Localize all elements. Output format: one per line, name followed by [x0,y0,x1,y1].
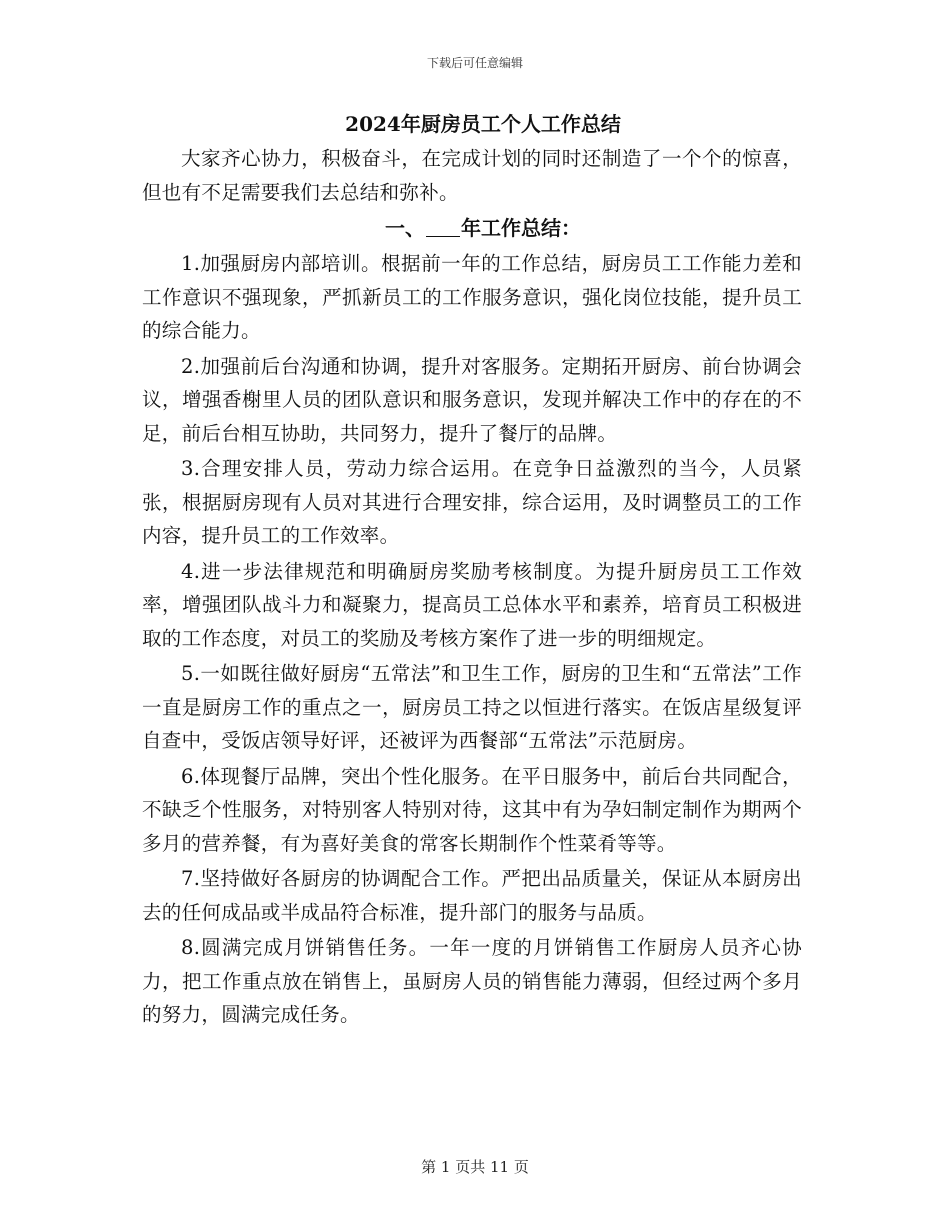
paragraph-6: 6.体现餐厅品牌，突出个性化服务。在平日服务中，前后台共同配合，不缺乏个性服务，对特别客人特别对待，这其中有为孕妇制定制作为期两个多月的营养餐，有为喜好美食的常客长期制作个性菜肴等等。 [142,764,802,855]
page-footer: 第 1 页共 11 页 [421,1158,529,1176]
paragraph-8: 8.圆满完成月饼销售任务。一年一度的月饼销售工作厨房人员齐心协力，把工作重点放在销售上，虽厨房人员的销售能力薄弱，但经过两个多月的努力，圆满完成任务。 [142,936,802,1026]
header-note: 下载后可任意编辑 [426,56,523,70]
paragraph-7: 7.坚持做好各厨房的协调配合工作。严把出品质量关，保证从本厨房出去的任何成品或半成品符合标准，提升部门的服务与品质。 [142,867,802,924]
section-heading-prefix: 一、 [385,216,425,240]
paragraph-1: 1.加强厨房内部培训。根据前一年的工作总结，厨房员工工作能力差和工作意识不强现象，严抓新员工的工作服务意识，强化岗位技能，提升员工的综合能力。 [142,252,802,342]
paragraph-5: 5.一如既往做好厨房“五常法”和卫生工作，厨房的卫生和“五常法”工作一直是厨房工作的重点之一，厨房员工持之以恒进行落实。在饭店星级复评自查中，受饭店领导好评，还被评为西餐部“五常法”示范厨房。 [142,662,802,752]
paragraph-3: 3.合理安排人员，劳动力综合运用。在竞争日益激烈的当今，人员紧张，根据厨房现有人员对其进行合理安排，综合运用，及时调整员工的工作内容，提升员工的工作效率。 [142,457,802,547]
paragraph-4: 4.进一步法律规范和明确厨房奖励考核制度。为提升厨房员工工作效率，增强团队战斗力和凝聚力，提高员工总体水平和素养，培育员工积极进取的工作态度，对员工的奖励及考核方案作了进一步的明细规定。 [142,559,802,650]
year-blank [426,216,460,237]
paragraph-2: 2.加强前后台沟通和协调，提升对客服务。定期拓开厨房、前台协调会议，增强香榭里人员的团队意识和服务意识，发现并解决工作中的存在的不足，前后台相互协助，共同努力，提升了餐厅的品牌。 [142,354,802,445]
section-heading [142,211,802,245]
document-body [142,106,802,1034]
document-title: 2024年厨房员工个人工作总结 [345,112,621,136]
section-heading-suffix: 年工作总结： [461,216,581,240]
intro-paragraph: 大家齐心协力，积极奋斗，在完成计划的同时还制造了一个个的惊喜，但也有不足需要我们去总结和弥补。 [142,147,802,204]
